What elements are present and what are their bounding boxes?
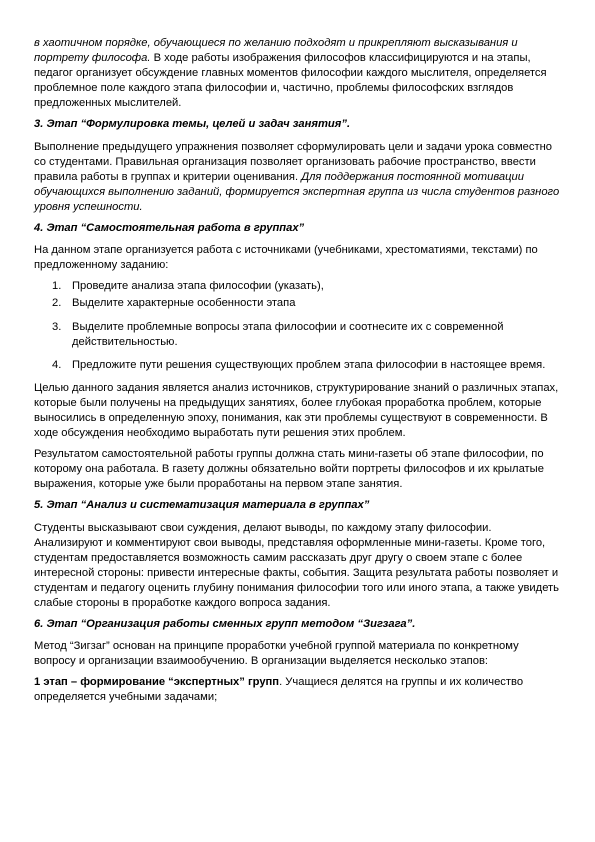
list-item [52,296,561,311]
paragraph-stage-3 [34,140,561,215]
paragraph-intro [34,36,561,111]
list-item-number: 2. [52,297,62,310]
heading-stage-3: 3. Этап “Формулировка темы, целей и задач занятия”. [34,118,351,131]
paragraph-task-result: Результатом самостоятельной работы группы должна стать мини-газеты об этапе философии, по которому она работала. В газету должны обязательно войти портреты философов и их крылатые выражения, которые уже были проработаны на первом этапе занятия. [34,448,544,491]
zigzag-step-1-title: 1 этап – формирование “экспертных” групп [34,676,280,689]
paragraph-zigzag-step-1 [34,675,561,705]
intro-text: В ходе работы изображения философов классифицируются и на этапы, педагог организует обсуждение главных моментов философии каждого мыслителя, определяется проблемное поле каждого этапа философии и, частично, проблемы философских взглядов предложенных мыслителей. [34,52,547,110]
heading-stage-5: 5. Этап “Анализ и систематизация материала в группах” [34,499,370,512]
list-item-text: Выделите характерные особенности этапа [72,297,296,310]
list-item-number: 3. [52,320,62,333]
list-item-text: Предложите пути решения существующих проблем этапа философии в настоящее время. [72,358,546,371]
stage-3-text: Выполнение предыдущего упражнения позволяет сформулировать цели и задачи урока совместно со студентами. Правильная организация позволяет организовать рабочие пространство, ввести правила работы в группах и критерии оценивания. [34,140,553,183]
list-item-text: Проведите анализа этапа философии (указать), [72,280,324,293]
task-list [34,279,561,372]
heading-stage-4: 4. Этап “Самостоятельная работа в группах” [34,222,305,235]
intro-italic-text: в хаотичном порядке, обучающиеся по желанию подходят и прикрепляют высказывания и портрету философа. [34,37,518,65]
list-item [52,320,561,350]
paragraph-task-goal: Целью данного задания является анализ источников, структурирование знаний о различных этапах, которые были получены на предыдущих занятиях, более глубокая проработка проблем, которые выносились в определенную эпоху, понимания, как эти проблемы существуют в современности. В ходе обсуждения необходимо выработать пути решения этих проблем. [34,381,559,440]
heading-stage-6: 6. Этап “Организация работы сменных групп методом “Зигзага”. [34,618,416,631]
stage-3-italic-text: Для поддержания постоянной мотивации обучающихся выполнению заданий, формируется экспертная группа из числа студентов разного уровня успешности. [34,170,560,213]
list-item [52,279,561,294]
zigzag-step-1-text: . Учащиеся делятся на группы и их количество определяется учебными задачами; [34,676,524,704]
paragraph-stage-6: Метод “Зигзаг” основан на принципе проработки учебной группой материала по конкретному вопросу и организации взаимообучению. В организации выделяется несколько этапов: [34,640,519,668]
list-item [52,358,561,373]
paragraph-stage-5: Студенты высказывают свои суждения, делают выводы, по каждому этапу философии. Анализируют и комментируют свои выводы, представляя оформленные мини-газеты. Кроме того, студентам предоставляется возможность самим рассказать друг другу о своем этапе с более интересной стороны: привести интересные факты, события. Защита результата работы позволяет и студентам и педагогу оценить глубину понимания философии того или иного этапа, а также увидеть слабые стороны в проработке каждого вопроса задания. [34,521,560,609]
list-item-number: 1. [52,280,62,293]
paragraph-stage-4-intro: На данном этапе организуется работа с источниками (учебниками, хрестоматиями, текстами) по предложенному заданию: [34,244,538,272]
list-item-number: 4. [52,358,62,371]
list-item-text: Выделите проблемные вопросы этапа философии и соотнесите их с современной действительностью. [72,320,504,348]
